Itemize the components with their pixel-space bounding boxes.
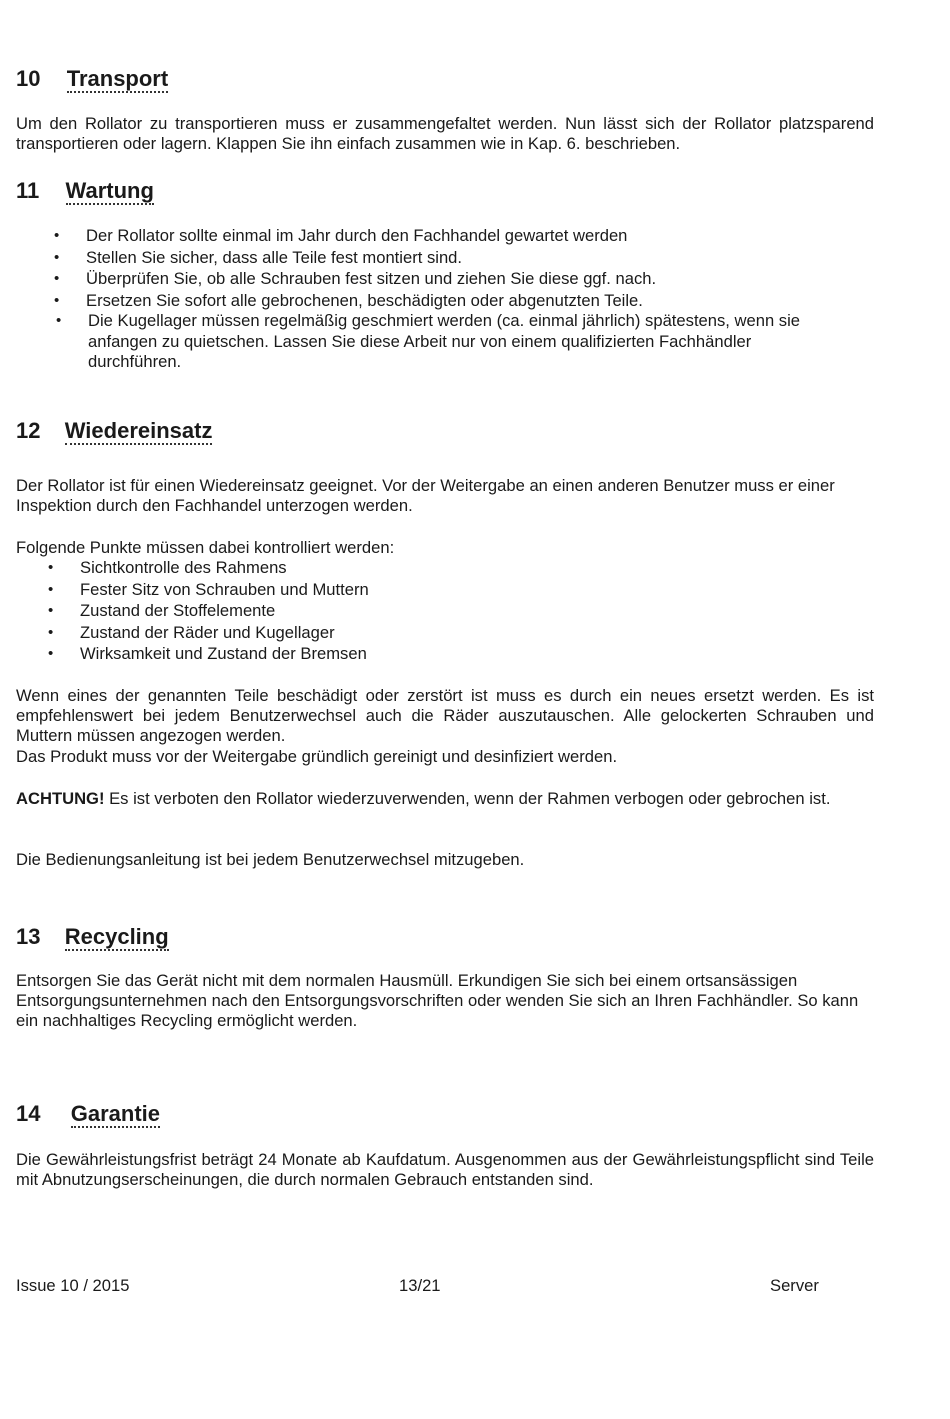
list-item: • Wirksamkeit und Zustand der Bremsen	[48, 644, 367, 663]
bullet-icon: •	[48, 602, 54, 619]
warning-paragraph	[16, 789, 874, 809]
garantie-paragraph: Die Gewährleistungsfrist beträgt 24 Monate ab Kaufdatum. Ausgenommen aus der Gewährleistungspflicht sind Teile mit Abnutzungserscheinungen, die durch normalen Gebrauch entstanden sind.	[16, 1150, 874, 1189]
section-number: 11	[16, 178, 40, 203]
section-number: 10	[16, 66, 41, 91]
clean-paragraph: Das Produkt muss vor der Weitergabe gründlich gereinigt und desinfiziert werden.	[16, 747, 618, 766]
section-number: 13	[16, 924, 41, 949]
bullet-icon: •	[48, 559, 54, 576]
list-item: • Überprüfen Sie, ob alle Schrauben fest sitzen und ziehen Sie diese ggf. nach.	[54, 269, 657, 288]
list-item: • Der Rollator sollte einmal im Jahr durch den Fachhandel gewartet werden	[54, 226, 628, 245]
wartung-list	[16, 225, 836, 373]
bullet-icon: •	[56, 312, 62, 329]
list-item: • Fester Sitz von Schrauben und Muttern	[48, 579, 369, 599]
list-item: • Ersetzen Sie sofort alle gebrochenen, beschädigten oder abgenutzten Teile.	[54, 290, 643, 310]
list-item: • Zustand der Räder und Kugellager	[48, 622, 335, 642]
footer-product: Server	[770, 1276, 819, 1295]
section-heading-garantie	[16, 1101, 160, 1128]
section-title: Wartung	[65, 178, 154, 203]
transport-paragraph: Um den Rollator zu transportieren muss er zusammengefaltet werden. Nun lässt sich der Rollator platzsparend transportieren oder lagern. Klappen Sie ihn einfach zusammen wie in Kap. 6. beschrieben.	[16, 114, 874, 153]
bullet-icon: •	[48, 645, 54, 662]
warning-text: Es ist verboten den Rollator wiederzuverwenden, wenn der Rahmen verbogen oder gebrochen ist.	[104, 789, 831, 808]
section-heading-transport	[16, 66, 168, 93]
checklist-intro: Folgende Punkte müssen dabei kontrolliert werden:	[16, 538, 395, 557]
footer-page-number: 13/21	[399, 1276, 441, 1295]
manual-paragraph: Die Bedienungsanleitung ist bei jedem Benutzerwechsel mitzugeben.	[16, 850, 525, 869]
bullet-icon: •	[54, 291, 60, 309]
checklist	[16, 557, 836, 665]
wiedereinsatz-intro: Der Rollator ist für einen Wiedereinsatz geeignet. Vor der Weitergabe an einen anderen Benutzer muss er einer Inspektion durch den Fachhandel unterzogen werden.	[16, 476, 835, 515]
section-heading-wartung	[16, 178, 154, 205]
replace-paragraph: Wenn eines der genannten Teile beschädigt oder zerstört ist muss es durch ein neues ersetzt werden. Es ist empfehlenswert bei jedem Benutzerwechsel auch die Räder auszutauschen. Alle gelockerten Schrauben und Muttern müssen angezogen werden.	[16, 686, 874, 745]
recycling-paragraph: Entsorgen Sie das Gerät nicht mit dem normalen Hausmüll. Erkundigen Sie sich bei einem ortsansässigen Entsorgungsunternehmen nach den Entsorgungsvorschriften oder wenden Sie sich an Ihren Fachhändler. So kann ein nachhaltiges Recycling ermöglicht werden.	[16, 971, 859, 1030]
list-item: • Sichtkontrolle des Rahmens	[48, 558, 287, 577]
section-title: Transport	[66, 66, 169, 91]
section-heading-recycling	[16, 924, 169, 951]
bullet-icon: •	[48, 580, 54, 598]
list-item: • Zustand der Stoffelemente	[48, 601, 276, 620]
bullet-icon: •	[54, 248, 60, 266]
list-item: • Die Kugellager müssen regelmäßig geschmiert werden (ca. einmal jährlich) spätestens, wenn sie anfangen zu quietschen. Lassen Sie diese Arbeit nur von einem qualifizierten Fachhändler durchführen.	[56, 311, 801, 371]
warning-label: ACHTUNG!	[16, 789, 105, 808]
bullet-icon: •	[54, 227, 60, 244]
section-title: Garantie	[70, 1101, 160, 1126]
section-heading-wiedereinsatz	[16, 418, 212, 445]
section-number: 14	[16, 1101, 41, 1126]
section-number: 12	[16, 418, 41, 443]
section-title: Wiedereinsatz	[64, 418, 213, 443]
list-item: • Stellen Sie sicher, dass alle Teile fest montiert sind.	[54, 247, 463, 267]
bullet-icon: •	[54, 270, 60, 287]
section-title: Recycling	[64, 924, 169, 949]
footer-issue: Issue 10 / 2015	[16, 1276, 130, 1295]
bullet-icon: •	[48, 623, 54, 641]
